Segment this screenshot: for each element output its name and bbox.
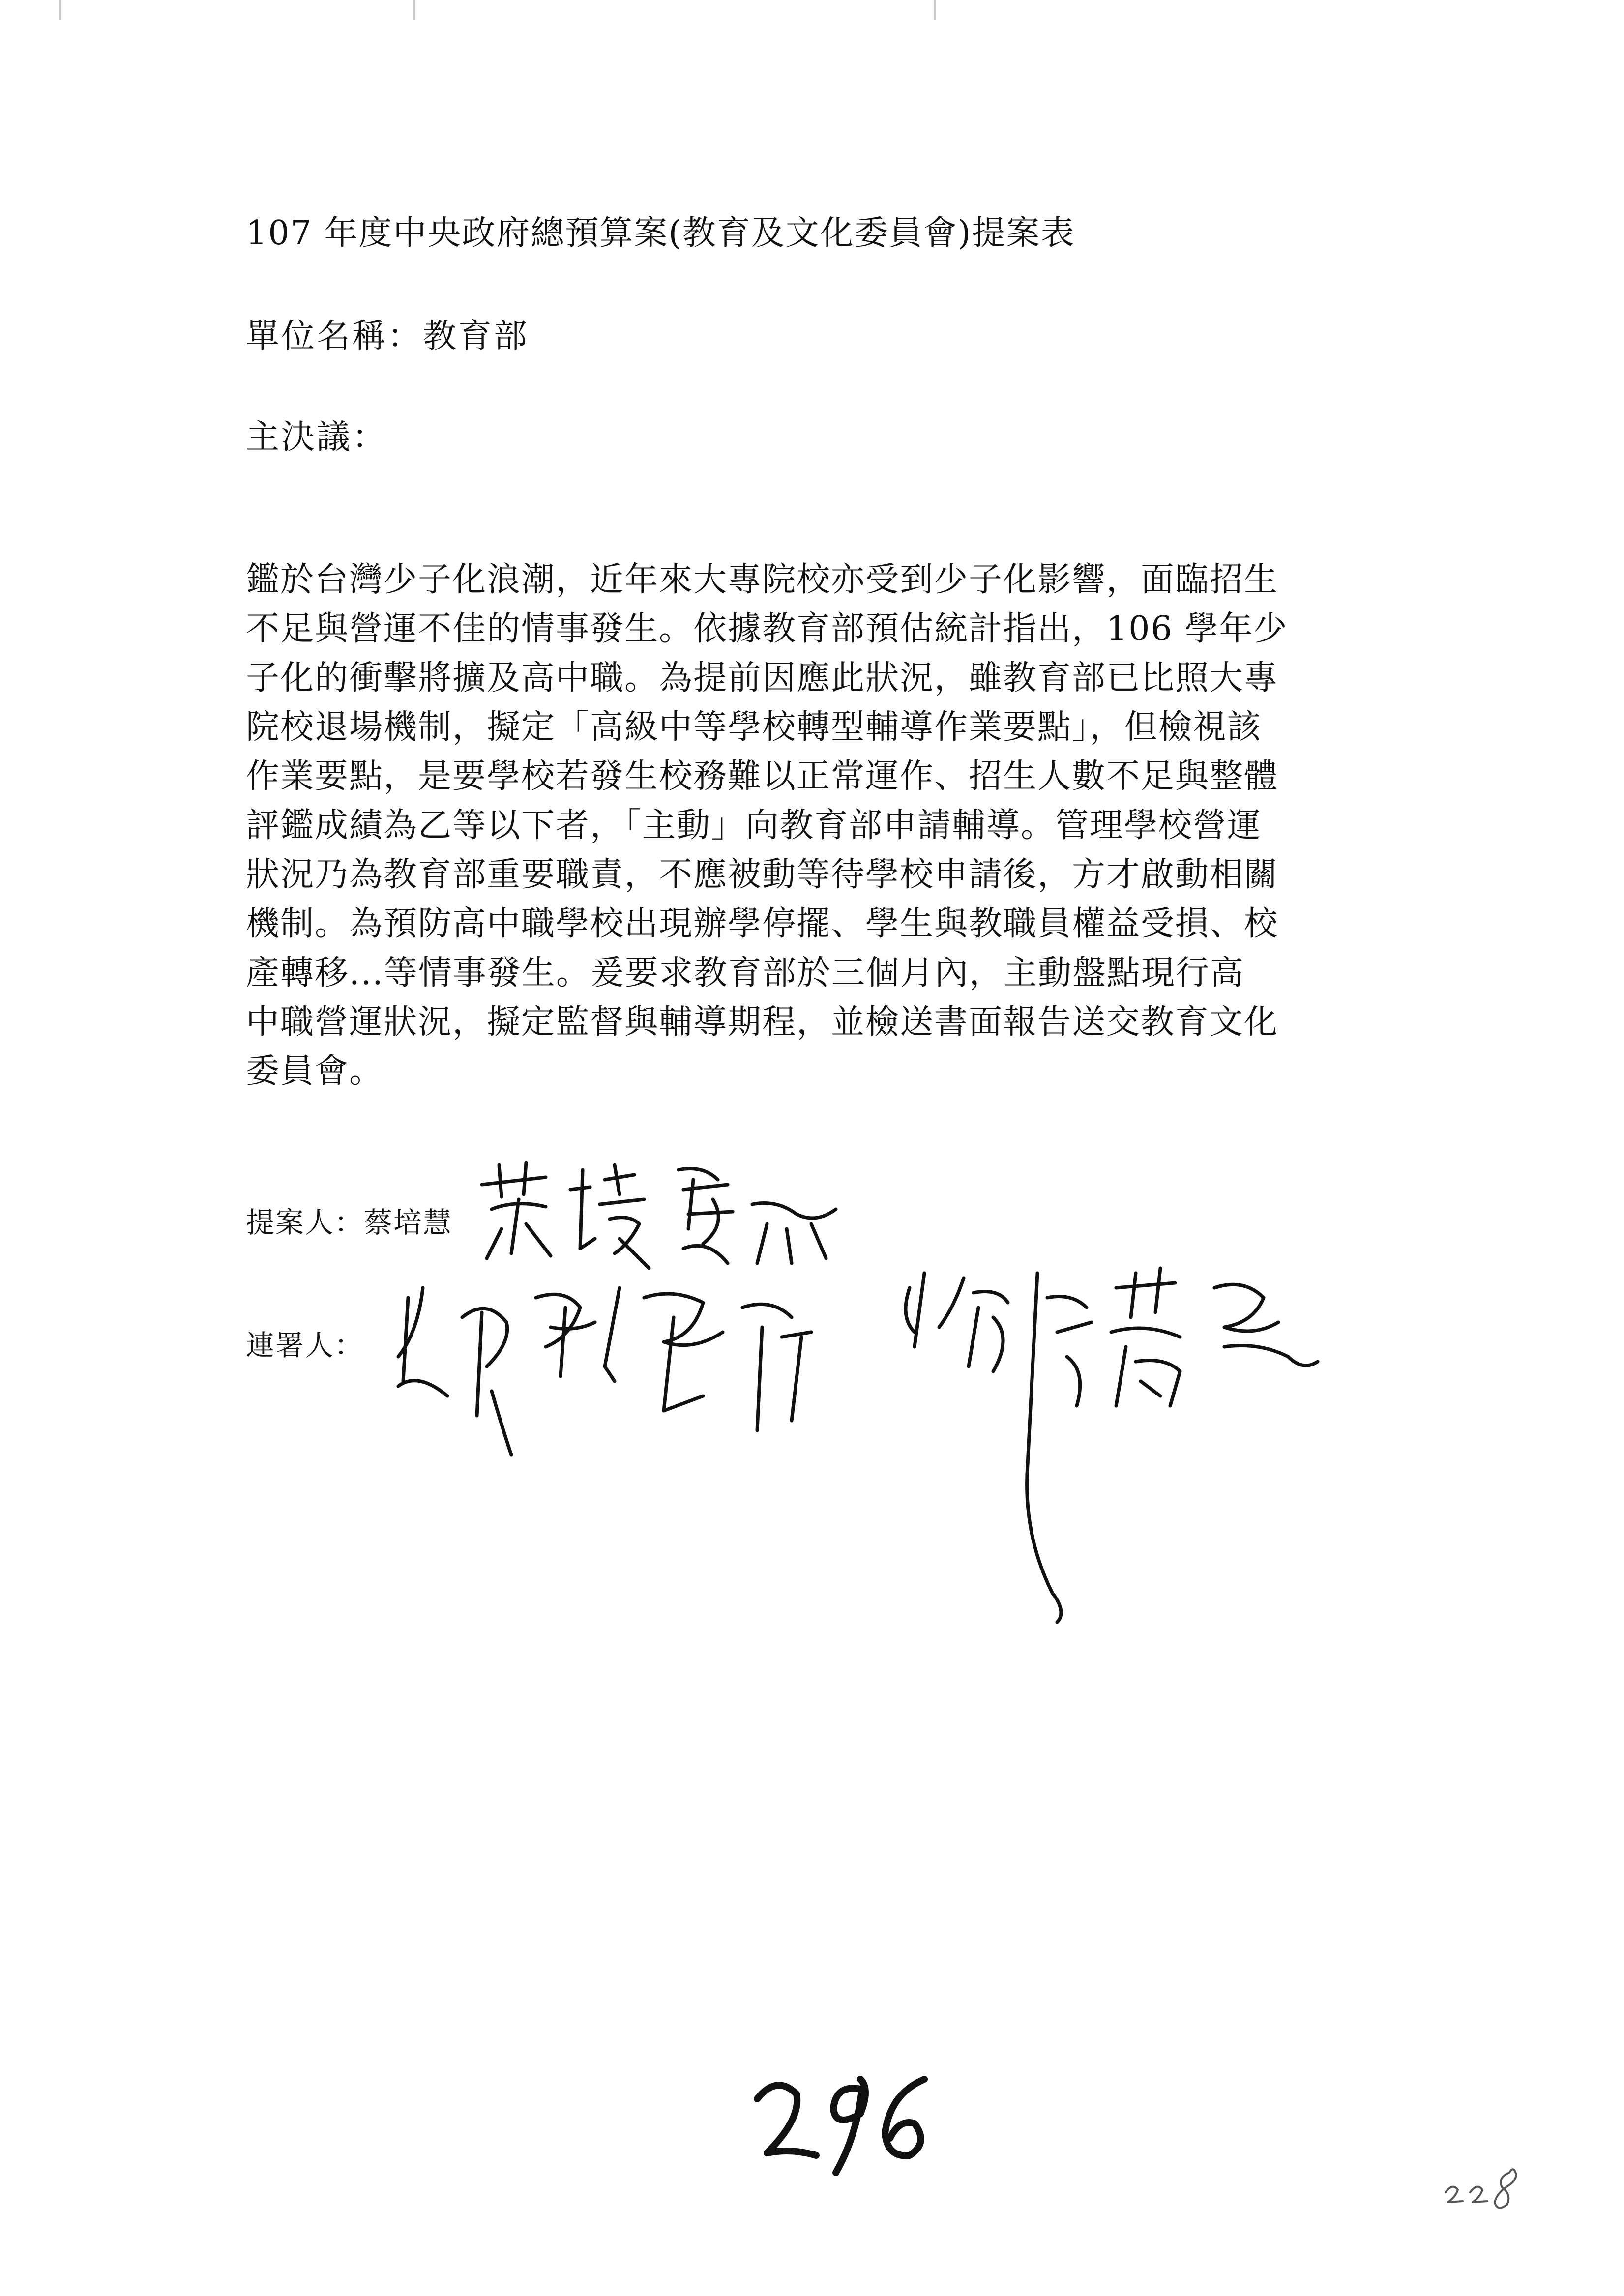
body-line: 評鑑成績為乙等以下者，「主動」向教育部申請輔導。管理學校營運 (246, 806, 1262, 845)
proposer-signature (472, 1150, 846, 1273)
body-line: 院校退場機制，擬定「高級中等學校轉型輔導作業要點」，但檢視該 (246, 708, 1262, 747)
body-line: 子化的衝擊將擴及高中職。為提前因應此狀況，雖教育部已比照大專 (246, 659, 1279, 698)
cosigner-signature-1 (388, 1268, 851, 1475)
resolution-label: 主決議： (246, 418, 388, 457)
body-line: 機制。為預防高中職學校出現辦學停擺、學生與教職員權益受損、校 (246, 904, 1279, 943)
body-line: 委員會。 (246, 1052, 384, 1091)
small-page-number (1441, 2158, 1539, 2217)
body-line: 作業要點，是要學校若發生校務難以正常運作、招生人數不足與整體 (246, 757, 1279, 796)
unit-name: 單位名稱：教育部 (246, 317, 530, 356)
document-title: 107 年度中央政府總預算案(教育及文化委員會)提案表 (246, 214, 1075, 253)
body-line: 狀況乃為教育部重要職責，不應被動等待學校申請後，方才啟動相關 (246, 855, 1279, 894)
scan-mark (934, 0, 936, 20)
body-line: 產轉移...等情事發生。爰要求教育部於三個月內，主動盤點現行高 (246, 954, 1244, 992)
body-line: 不足與營運不佳的情事發生。依據教育部預估統計指出，106 學年少 (246, 610, 1288, 648)
scan-mark (59, 0, 61, 20)
cosigner-signature-2 (880, 1258, 1323, 1632)
scan-mark (413, 0, 415, 20)
resolution-body (246, 555, 1377, 1096)
handwritten-page-number (747, 2060, 944, 2187)
cosigner-label: 連署人： (246, 1329, 364, 1362)
body-line: 中職營運狀況，擬定監督與輔導期程，並檢送書面報告送交教育文化 (246, 1003, 1279, 1042)
proposer-label: 提案人：蔡培慧 (246, 1206, 453, 1239)
body-line: 鑑於台灣少子化浪潮，近年來大專院校亦受到少子化影響，面臨招生 (246, 560, 1279, 599)
